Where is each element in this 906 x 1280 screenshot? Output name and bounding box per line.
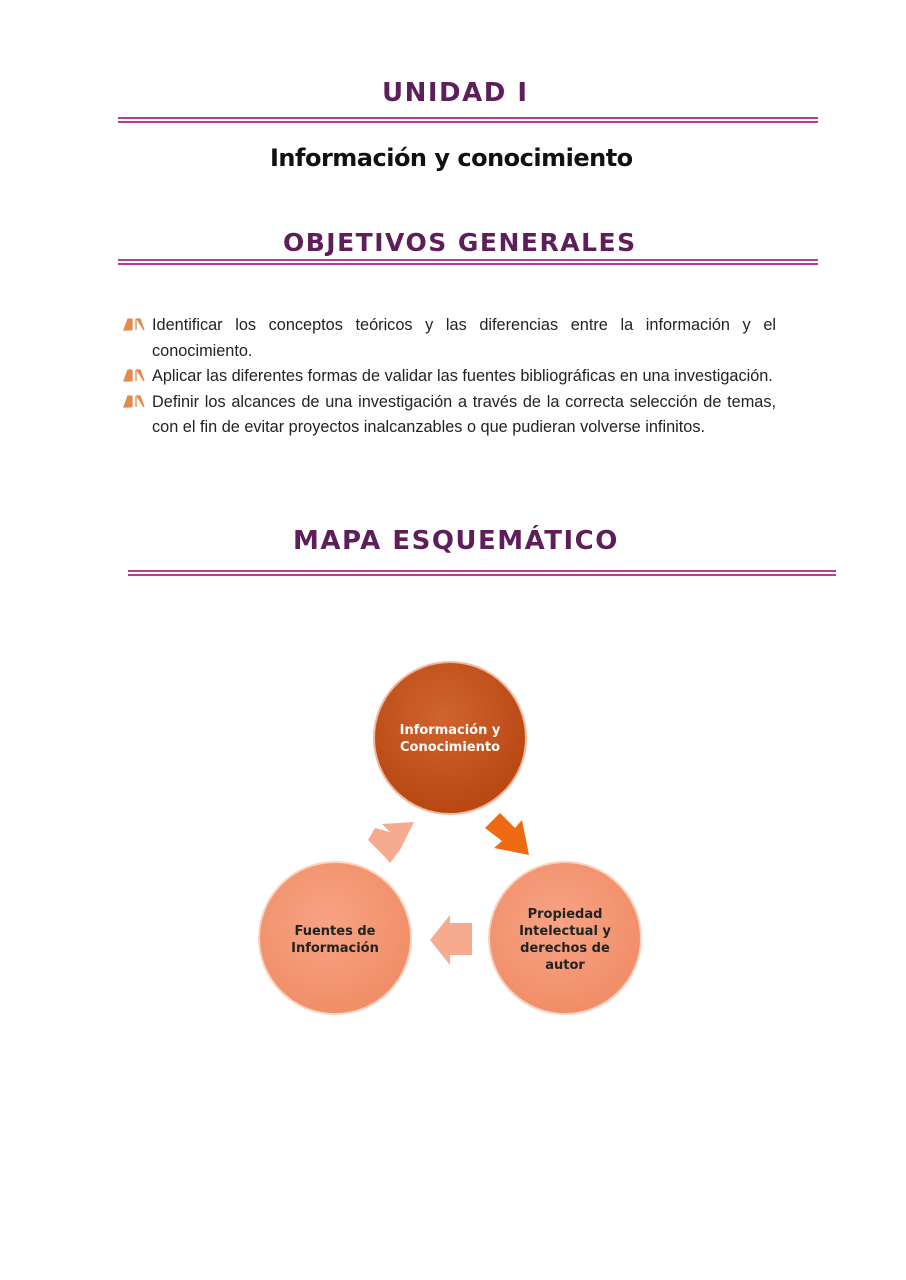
- objectives-heading: OBJETIVOS GENERALES: [283, 228, 637, 257]
- node-label: Propiedad: [527, 907, 603, 922]
- arrow-down-right-icon: [485, 813, 529, 855]
- map-heading: MAPA ESQUEMÁTICO: [293, 526, 619, 556]
- node-informacion-conocimiento: [374, 662, 526, 814]
- list-item: Aplicar las diferentes formas de validar las fuentes bibliográficas en una investigación.: [122, 364, 776, 390]
- node-label: Información: [291, 941, 379, 956]
- node-label: Intelectual y: [519, 924, 611, 939]
- node-label: autor: [545, 958, 585, 973]
- node-label: derechos de: [520, 941, 610, 956]
- arrow-left-icon: [430, 915, 472, 965]
- list-item: Definir los alcances de una investigación a través de la correcta selección de temas, con el fin de evitar proyectos inalcanzables o que pudieran volverse infinitos.: [122, 390, 776, 441]
- node-label: Conocimiento: [399, 740, 501, 755]
- node-label: Fuentes de: [294, 924, 376, 939]
- page-subtitle: Información y conocimiento: [270, 144, 633, 172]
- list-item: Identificar los conceptos teóricos y las diferencias entre la información y el conocimiento.: [122, 313, 776, 364]
- unit-title: UNIDAD I: [382, 78, 529, 108]
- node-label: Información y: [399, 723, 501, 738]
- arrow-up-right-icon: [368, 822, 414, 863]
